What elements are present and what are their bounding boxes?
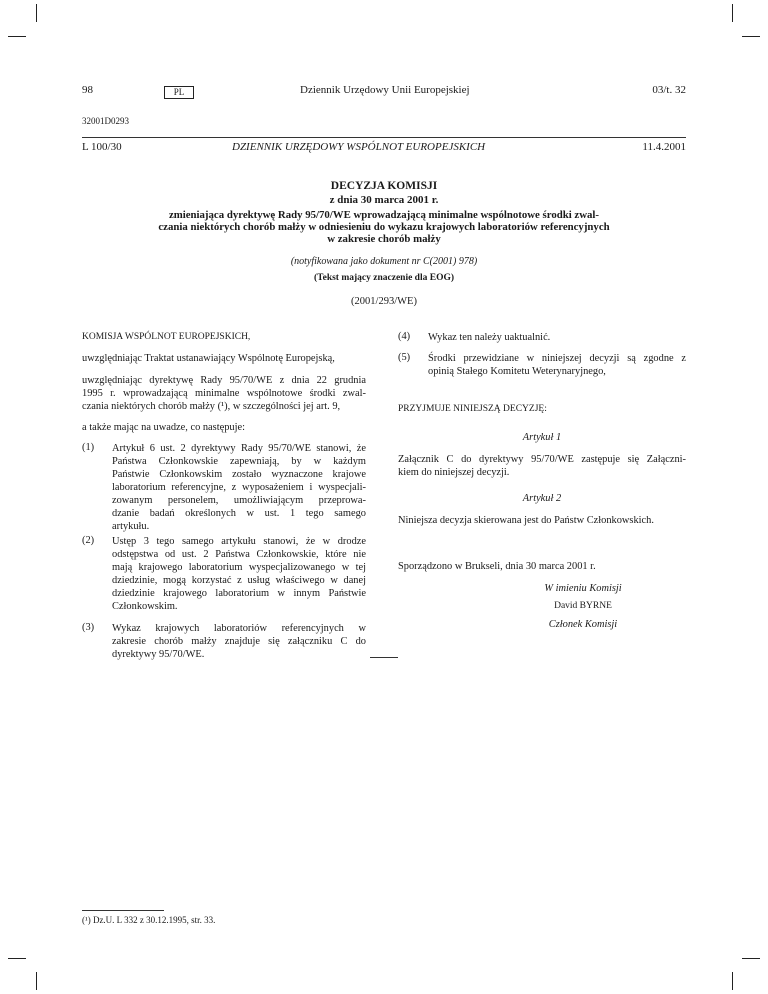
text-line: Wykaz krajowych laboratoriów referencyjnych w (112, 623, 366, 634)
decision-number: (2001/293/WE) (351, 296, 417, 307)
whereas-intro: a także mając na uwadze, co następuje: (82, 422, 245, 433)
having-regard-directive (82, 374, 366, 413)
recital-number: (2) (82, 535, 95, 546)
end-divider (370, 657, 398, 658)
oj-reference: L 100/30 (82, 141, 122, 153)
decision-subject: zmieniająca dyrektywę Rady 95/70/WE wprowadzającą minimalne wspólnotowe środki zwal- (168, 209, 600, 221)
journal-title: Dziennik Urzędowy Unii Europejskiej (300, 84, 470, 96)
recital-number: (5) (398, 352, 411, 363)
document-id: 32001D0293 (82, 116, 129, 126)
text-line: dziedzinie krajowego laboratorium w innym Państwie (112, 588, 366, 599)
text-line: Środki przewidziane w niniejszej decyzji są zgodne z (428, 353, 686, 364)
footnote: (¹) Dz.U. L 332 z 30.12.1995, str. 33. (82, 915, 216, 925)
text-line: dzanie badań określonych w ust. 1 tego samego (112, 508, 366, 519)
text-line: zakresie chorób małży znajduje się załączniku C do (112, 636, 366, 647)
volume-ref: 03/t. 32 (652, 84, 686, 96)
recital-2 (112, 535, 366, 613)
adoption-clause: PRZYJMUJE NINIEJSZĄ DECYZJĘ: (398, 404, 547, 414)
footnote-rule (82, 910, 164, 911)
language-badge: PL (164, 86, 194, 99)
eea-relevance: (Tekst mający znaczenie dla EOG) (313, 273, 455, 283)
text-line: laboratorium referencyjne, z wyposażeniem i wyspecjali- (112, 482, 366, 493)
page-number: 98 (82, 84, 93, 96)
text-line: zowanym personelem, umożliwiającym przeprowa- (112, 495, 366, 506)
commission-heading: KOMISJA WSPÓLNOT EUROPEJSKICH, (82, 332, 251, 342)
text-line: Artykuł 6 ust. 2 dyrektywy Rady 95/70/WE stanowi, że (112, 443, 366, 454)
text-line: Państwa Członkowskie zapewniają, by w każdym (112, 456, 366, 467)
crop-mark (36, 4, 37, 22)
crop-mark (742, 36, 760, 37)
text-line: uwzględniając dyrektywę Rady 95/70/WE z dnia 22 grudnia (82, 375, 366, 386)
recital-number: (4) (398, 331, 411, 342)
crop-mark (742, 958, 760, 959)
recital-1 (112, 442, 366, 533)
text-line: Załącznik C do dyrektywy 95/70/WE zastępuje się Załączni- (398, 454, 686, 465)
decision-type: DECYZJA KOMISJI (330, 180, 438, 192)
text-line: mają krajowego laboratorium wyspecjalizowanego w tej (112, 562, 366, 573)
signatory-role: Członek Komisji (548, 619, 618, 630)
text-line: Członkowskim. (112, 601, 178, 612)
text-line: kiem do niniejszej decyzji. (398, 467, 510, 478)
oj-date: 11.4.2001 (642, 141, 686, 153)
recital-4: Wykaz ten należy uaktualnić. (428, 332, 551, 343)
text-line: odstępstwa od ust. 2 Państwa Członkowskie, które nie (112, 549, 366, 560)
text-line: Państwie Członkowskim zostało wyznaczone krajowe (112, 469, 366, 480)
article-1-text (398, 453, 686, 479)
crop-mark (36, 972, 37, 990)
crop-mark (732, 972, 733, 990)
text-line: dziedzinie, mogą korzystać z usług właściwego w danej (112, 575, 366, 586)
crop-mark (732, 4, 733, 22)
recital-number: (1) (82, 442, 95, 453)
signature-for: W imieniu Komisji (544, 583, 622, 594)
recital-3 (112, 622, 366, 661)
notification-note: (notyfikowana jako dokument nr C(2001) 978) (290, 256, 478, 267)
signatory-name: David BYRNE (554, 601, 612, 611)
decision-subject: w zakresie chorób małży (327, 233, 441, 245)
text-line: czania niektórych chorób małży (¹), w szczególności jej art. 9, (82, 401, 341, 412)
article-1-title: Artykuł 1 (522, 432, 562, 443)
having-regard-treaty: uwzględniając Traktat ustanawiający Wspólnotę Europejską, (82, 353, 335, 364)
crop-mark (8, 36, 26, 37)
text-line: artykułu. (112, 521, 150, 532)
text-line: Ustęp 3 tego samego artykułu stanowi, że w drodze (112, 536, 366, 547)
text-line: opinią Stałego Komitetu Weterynaryjnego, (428, 366, 606, 377)
done-at: Sporządzono w Brukseli, dnia 30 marca 2001 r. (398, 561, 596, 572)
article-2-title: Artykuł 2 (522, 493, 562, 504)
decision-subject: czania niektórych chorób małży w odniesieniu do wykazu krajowych laboratoriów referencyjnych (158, 221, 610, 233)
recital-number: (3) (82, 622, 95, 633)
article-2-text: Niniejsza decyzja skierowana jest do Państw Członkowskich. (398, 515, 654, 526)
header-rule (82, 137, 686, 138)
decision-date: z dnia 30 marca 2001 r. (329, 194, 439, 206)
crop-mark (8, 958, 26, 959)
text-line: 1995 r. wprowadzającą minimalne wspólnotowe środki zwal- (82, 388, 366, 399)
recital-5 (428, 352, 686, 378)
oj-title: DZIENNIK URZĘDOWY WSPÓLNOT EUROPEJSKICH (232, 141, 486, 153)
text-line: dyrektywy 95/70/WE. (112, 649, 205, 660)
